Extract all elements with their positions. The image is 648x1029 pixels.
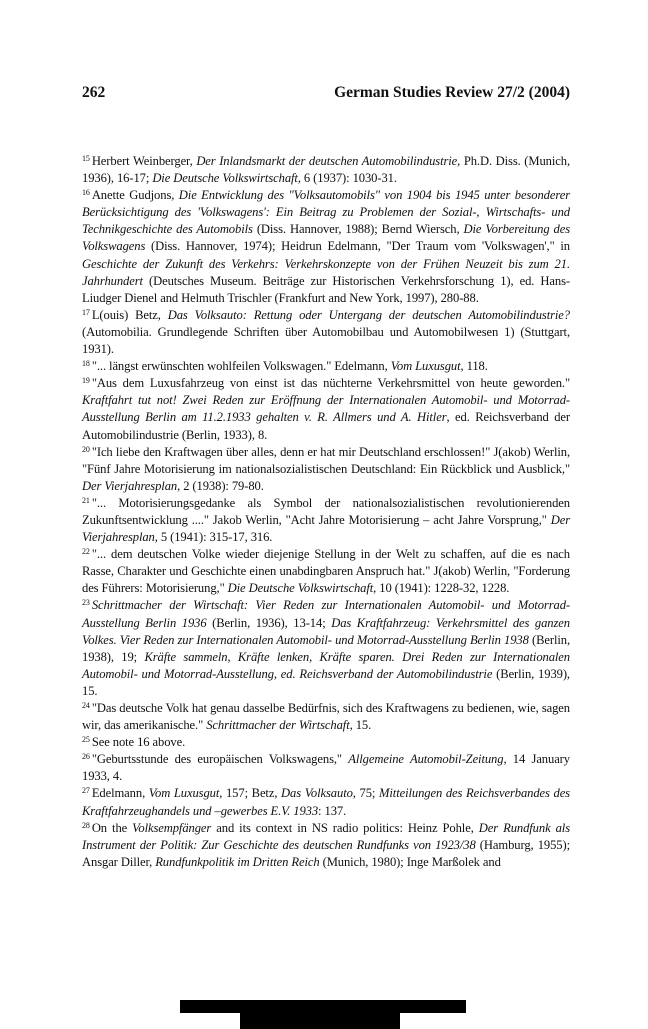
footnote-text: 5 (1941): 315-17, 316. <box>157 530 273 545</box>
footnote-text: , 6 (1937): 1030-31. <box>297 171 397 186</box>
footnote-number: 23 <box>82 598 90 608</box>
footnote-text: (Berlin, 1939), 15. <box>82 666 570 698</box>
footnote-title-text: Mitteilungen des Reichsverbandes des Kraftfahrzeughandels und –gewerbes E.V. 1933 <box>82 786 570 818</box>
footnote-title-text: Der Inlandsmarkt der deutschen Automobilindustrie <box>196 154 458 168</box>
footnote-text: , ed. Reichsverband der Automobilindustrie (Berlin, 1933), 8. <box>82 410 571 442</box>
page-number: 262 <box>82 84 106 101</box>
footnote-title-text: Die Deutsche Volkswirtschaft, <box>227 581 377 596</box>
footnote-title-text: Das Volksauto: Rettung oder Untergang der deutschen Automobilindustrie? <box>167 307 570 322</box>
footnote-title-text: Vom Luxusgut, <box>390 359 464 374</box>
footnote-title-text: Der Vierjahresplan, <box>82 478 181 493</box>
footnote-number: 15 <box>82 154 90 163</box>
footnote-number: 19 <box>82 376 90 386</box>
footnote <box>82 495 570 546</box>
footnote-text: and its context in NS radio politics: Heinz Pohle, <box>211 820 479 835</box>
footnote-number: 18 <box>82 359 90 369</box>
footnote <box>82 187 570 307</box>
footnote <box>82 375 570 443</box>
footnote-text: : 137. <box>318 803 347 818</box>
footnote-title-text: Rundfunkpolitik im Dritten Reich <box>155 854 320 869</box>
footnote-text: (Munich, 1980); Inge Marßolek and <box>319 854 501 869</box>
footnote-text: (Berlin, 1938), 19; <box>82 632 570 664</box>
footnote-title-text: Das Kraftfahrzeug: Verkehrsmittel des ganzen Volkes. Vier Reden zur Internationalen Automobil- und Motorrad-Ausstellung Berlin 1938 <box>82 615 570 647</box>
footnote-title-text: Schrittmacher der Wirtschaft, <box>206 718 353 733</box>
footnote-title-text: Die Deutsche Volkswirtschaft <box>152 171 298 186</box>
footnote-text: 10 (1941): 1228-32, 1228. <box>376 581 510 596</box>
footnote-number: 17 <box>82 307 90 317</box>
footnote-text: 15. <box>352 718 372 733</box>
footnote-title-text: Kräfte sammeln, Kräfte lenken, Kräfte sparen. Drei Reden zur Internationalen Automobil- und Motorrad-Ausstellung, ed. Reichsverband der Automobilindustrie <box>82 649 570 681</box>
footnote-number: 16 <box>82 188 90 198</box>
footnote-text: (Automobilia. Grundlegende Schriften über Automobilbau und Automobilwesen 1) (Stuttgart, 1931). <box>82 324 570 357</box>
footnote-text: Edelmann, <box>91 786 149 801</box>
footnote-number: 28 <box>82 820 90 830</box>
footnote-title-text: Der Rundfunk als Instrument der Politik: Zur Geschichte des deutschen Rundfunks von 1923/38 <box>82 820 570 852</box>
footnote <box>82 153 570 187</box>
footnote <box>82 358 570 375</box>
footnote <box>82 751 570 785</box>
footnote-text: 2 (1938): 79-80. <box>180 478 264 493</box>
footnote <box>82 700 570 734</box>
footnote <box>82 820 570 871</box>
footnote-title-text: Die Vorbereitung des Volkswagens <box>82 222 571 254</box>
footnote-text: On the <box>91 820 133 835</box>
footnote-text: "Aus dem Luxusfahrzeug von einst ist das nüchterne Verkehrsmittel von heute geworden." <box>91 376 570 391</box>
footnote-text: "Ich liebe den Kraftwagen über alles, denn er hat mir Deutschland erschlossen!" J(akob) Werlin, "Fünf Jahre Motorisierung im nationalsozialistischen Deutschland: Ein Rückblick und Ausblick," <box>82 444 570 476</box>
footnote-title-text: Allgemeine Automobil-Zeitung, <box>348 752 507 767</box>
journal-title: German Studies Review 27/2 (2004) <box>334 84 570 101</box>
footnote-text: See note 16 above. <box>91 735 186 750</box>
footnote-text: "Das deutsche Volk hat genau dasselbe Bedürfnis, sich des Kraftwagens zu bedienen, wie, sagen wir, das amerikanische." <box>82 701 570 733</box>
footnote-text: 14 January 1933, 4. <box>82 752 570 784</box>
footnote-number: 21 <box>82 495 90 505</box>
footnote-title-text: Schrittmacher der Wirtschaft: Vier Reden zur Internationalen Automobil- und Motorrad-Ausstellung Berlin 1936 <box>82 598 570 630</box>
scan-border-bar-lower <box>240 1013 400 1029</box>
footnote-text: 118. <box>463 359 488 374</box>
footnote <box>82 307 570 358</box>
footnote-title-text: Der Vierjahresplan, <box>82 512 570 545</box>
footnote-text: (Diss. Hannover, 1988); Bernd Wiersch, <box>252 222 464 237</box>
footnote-text: Anette Gudjons, <box>91 188 179 203</box>
footnote-text: 157; Betz, <box>222 786 282 801</box>
footnote-text: "... längst erwünschten wohlfeilen Volkswagen." Edelmann, <box>91 359 391 374</box>
footnote-text: (Deutsches Museum. Beiträge zur Historischen Verkehrsforschung 1), ed. Hans-Liudger Dienel and Helmuth Trischler (Frankfurt and New York, 1997), 280-88. <box>82 273 570 305</box>
footnote-title-text: Vom Luxusgut, <box>148 786 223 801</box>
footnote-title-text: Geschichte der Zukunft des Verkehrs: Verkehrskonzepte von der Frühen Neuzeit bis zum 21. Jahrhundert <box>82 256 570 288</box>
scan-border-bar <box>180 1000 466 1013</box>
footnote-text: L(ouis) Betz, <box>91 307 168 322</box>
footnote-text: "Geburtsstunde des europäischen Volkswagens," <box>91 752 349 767</box>
footnote-number: 24 <box>82 701 90 710</box>
footnote-number: 26 <box>82 752 90 762</box>
footnote <box>82 785 570 819</box>
footnote <box>82 597 570 700</box>
footnote-text: "... dem deutschen Volke wieder diejenige Stellung in der Welt zu schaffen, auf die es nach Rasse, Charakter und Geschichte einen unabdingbaren Anspruch hat." J(akob) Werlin, "Forderung des Führers: Motorisierung," <box>82 547 570 596</box>
footnote-number: 22 <box>82 547 90 557</box>
footnote-text: 75; <box>355 786 379 801</box>
footnote-text: "... Motorisierungsgedanke als Symbol der nationalsozialistischen revolutionierenden Zukunftsentwicklung ...." Jakob Werlin, "Acht Jahre Motorisierung – acht Jahre Vorsprung," <box>82 495 570 527</box>
footnote-text: (Diss. Hannover, 1974); Heidrun Edelmann, "Der Traum vom 'Volkswagen'," in <box>145 239 570 254</box>
footnote-text: , Ph.D. Diss. (Munich, 1936), 16-17; <box>82 154 570 186</box>
footnote-number: 20 <box>82 444 90 454</box>
footnote-title-text: Volksempfänger <box>132 820 212 835</box>
footnote-number: 25 <box>82 735 90 745</box>
footnote <box>82 546 570 597</box>
footnote <box>82 734 570 751</box>
footnote-title-text: Das Volksauto, <box>281 786 356 801</box>
footnote-title-text: Kraftfahrt tut not! Zwei Reden zur Eröffnung der Internationalen Automobil- und Motorrad-Ausstellung Berlin am 11.2.1933 gehalten v. R. Allmers und A. Hitler <box>82 393 570 425</box>
footnote <box>82 444 570 495</box>
footnote-text: (Berlin, 1936), 13-14; <box>206 615 332 630</box>
footnote-text: (Hamburg, 1955); Ansgar Diller, <box>82 837 570 869</box>
footnote-text: Herbert Weinberger, <box>91 154 197 168</box>
footnotes <box>82 153 570 871</box>
footnote-title-text: Die Entwicklung des "Volksautomobils" von 1904 bis 1945 unter besonderer Berücksichtigung des 'Volkswagens': Ein Beitrag zu Problemen der Sozial-, Wirtschafts- und Technikgeschichte des Automobils <box>82 188 570 237</box>
footnote-number: 27 <box>82 786 90 796</box>
